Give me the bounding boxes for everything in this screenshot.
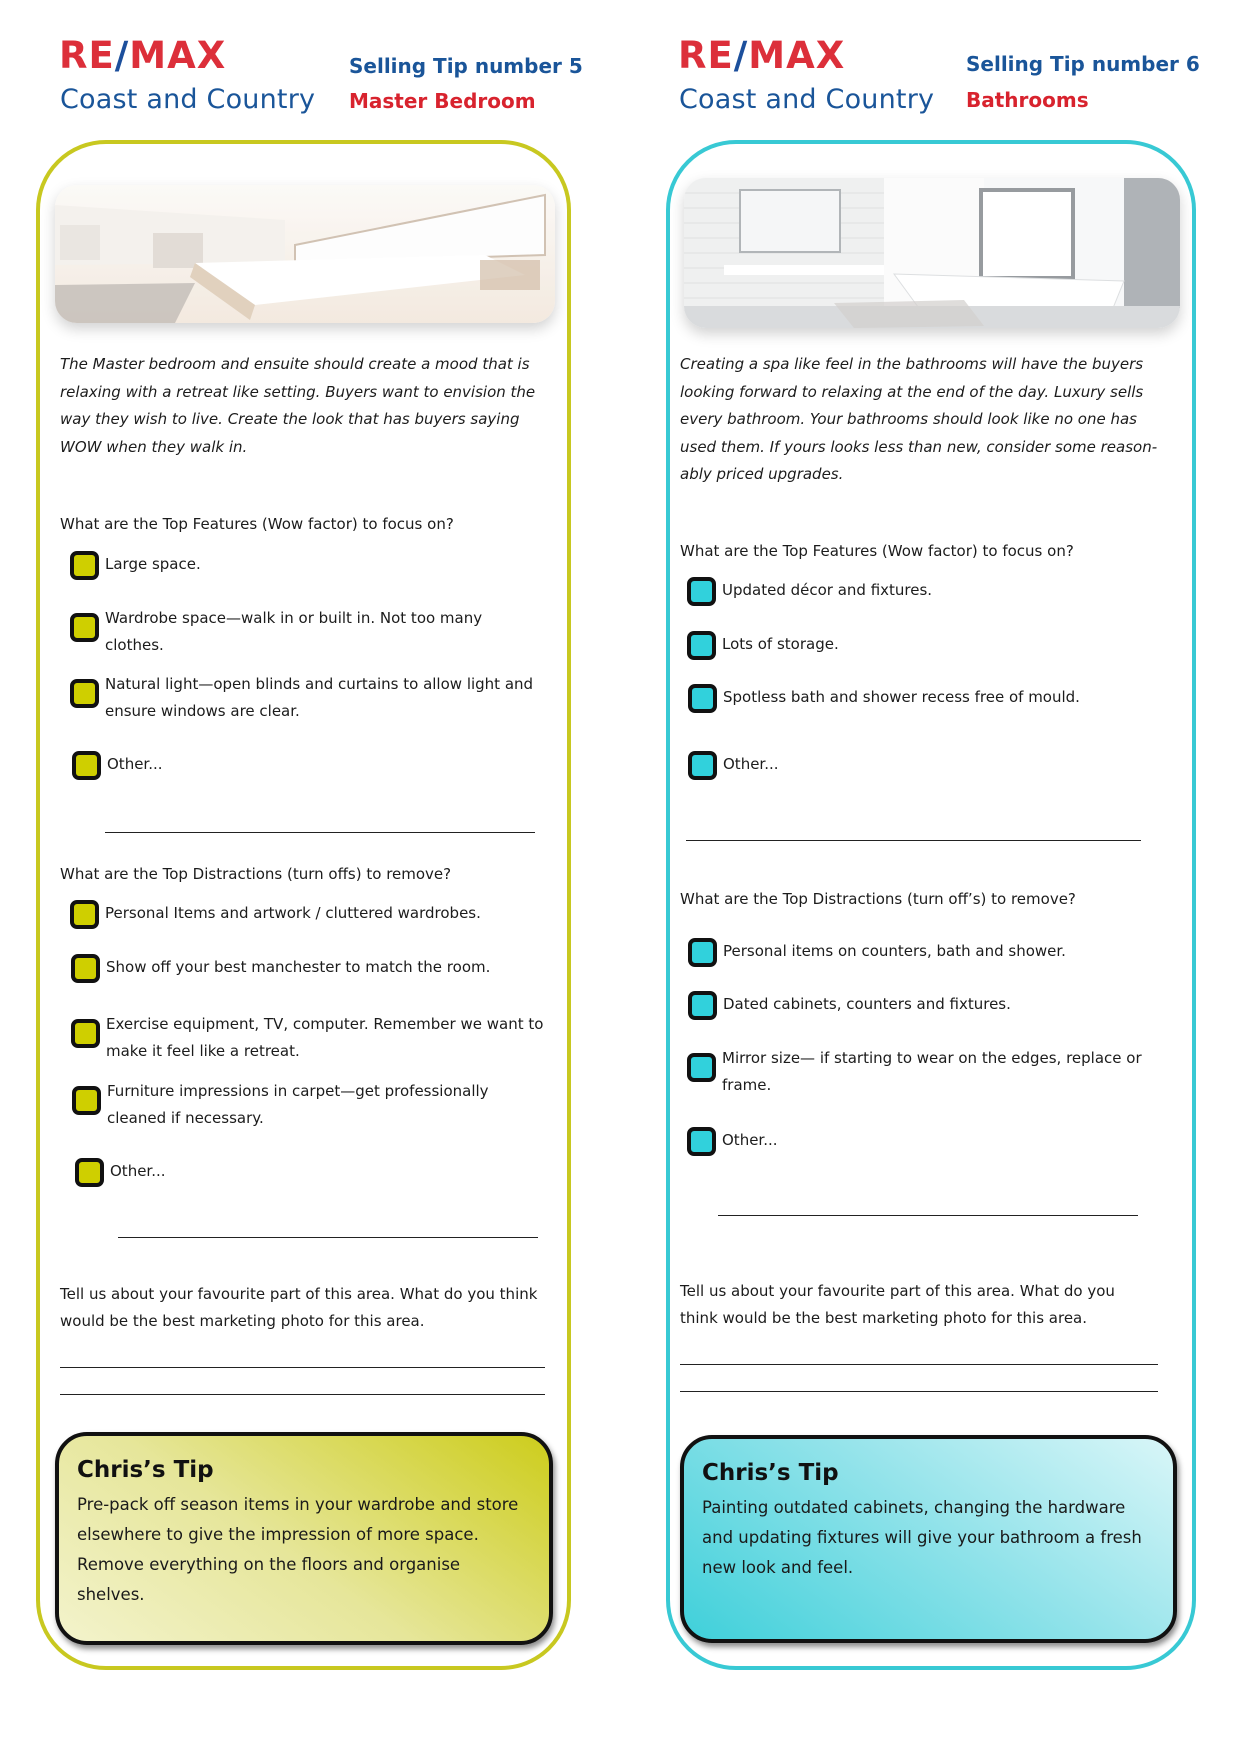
brand-subtitle: Coast and Country xyxy=(60,84,316,115)
distraction-label: Show off your best manchester to match the room. xyxy=(106,958,491,976)
favourite-question: Tell us about your favourite part of this area. What do you think would be the best marketing photo for this area. xyxy=(60,1285,538,1330)
answer-line[interactable] xyxy=(60,1367,545,1368)
tip-title: Chris’s Tip xyxy=(702,1460,839,1486)
tip-title: Chris’s Tip xyxy=(77,1457,214,1483)
checkbox[interactable] xyxy=(688,938,717,967)
distractions-question: What are the Top Distractions (turn offs) to remove? xyxy=(60,865,452,883)
feature-item[interactable] xyxy=(688,684,1168,713)
tip-body: Pre-pack off season items in your wardrobe and store elsewhere to give the impression of more space. Remove everything on the floors and organise shelves. xyxy=(77,1495,519,1604)
brand-subtitle: Coast and Country xyxy=(679,84,935,115)
intro-text: The Master bedroom and ensuite should create a mood that is relaxing with a retreat like setting. Buyers want to envision the way they wish to live. Create the look that has buyers saying WOW when they walk in. xyxy=(60,355,536,456)
remax-logo: RE/MAX xyxy=(678,34,846,77)
feature-item[interactable] xyxy=(70,671,540,725)
answer-line[interactable] xyxy=(680,1391,1158,1392)
checkbox[interactable] xyxy=(70,900,99,929)
distraction-label: Other... xyxy=(722,1131,778,1149)
answer-line[interactable] xyxy=(718,1215,1138,1216)
distraction-label: Dated cabinets, counters and fixtures. xyxy=(723,995,1011,1013)
feature-label: Wardrobe space—walk in or built in. Not too many clothes. xyxy=(105,609,483,654)
distraction-label: Personal Items and artwork / cluttered wardrobes. xyxy=(105,904,481,922)
answer-line[interactable] xyxy=(60,1394,545,1395)
checkbox[interactable] xyxy=(72,751,101,780)
feature-label: Spotless bath and shower recess free of mould. xyxy=(723,688,1080,706)
distraction-label: Furniture impressions in carpet—get professionally cleaned if necessary. xyxy=(107,1082,489,1127)
distraction-item[interactable] xyxy=(71,1011,546,1065)
checkbox[interactable] xyxy=(688,991,717,1020)
distraction-label: Mirror size— if starting to wear on the edges, replace or frame. xyxy=(722,1049,1142,1094)
bathroom-photo xyxy=(684,178,1180,328)
distractions-question: What are the Top Distractions (turn off’s) to remove? xyxy=(680,890,1076,908)
checkbox[interactable] xyxy=(687,631,716,660)
answer-line[interactable] xyxy=(680,1364,1158,1365)
bedroom-photo-icon xyxy=(55,185,555,323)
checkbox[interactable] xyxy=(75,1158,104,1187)
tip-body: Painting outdated cabinets, changing the hardware and updating fixtures will give your bathroom a fresh new look and feel. xyxy=(702,1498,1142,1577)
distraction-item[interactable] xyxy=(688,938,1173,967)
feature-item[interactable] xyxy=(72,751,542,780)
tip-number: Selling Tip number 5 xyxy=(349,54,583,78)
answer-line[interactable] xyxy=(686,840,1141,841)
checkbox[interactable] xyxy=(688,684,717,713)
distraction-item[interactable] xyxy=(687,1045,1172,1099)
feature-label: Large space. xyxy=(105,555,201,573)
bedroom-photo xyxy=(55,185,555,323)
answer-line[interactable] xyxy=(105,832,535,833)
answer-line[interactable] xyxy=(118,1237,538,1238)
tip-number: Selling Tip number 6 xyxy=(966,52,1200,76)
feature-item[interactable] xyxy=(687,631,1167,660)
distraction-item[interactable] xyxy=(71,954,546,983)
distraction-item[interactable] xyxy=(72,1078,547,1132)
checkbox[interactable] xyxy=(688,751,717,780)
feature-item[interactable] xyxy=(70,605,540,659)
feature-item[interactable] xyxy=(688,751,1168,780)
checkbox[interactable] xyxy=(687,1127,716,1156)
feature-item[interactable] xyxy=(687,577,1167,606)
checkbox[interactable] xyxy=(687,577,716,606)
features-question: What are the Top Features (Wow factor) to focus on? xyxy=(680,542,1074,560)
distraction-item[interactable] xyxy=(70,900,545,929)
checkbox[interactable] xyxy=(71,1019,100,1048)
distraction-label: Other... xyxy=(110,1162,166,1180)
distraction-label: Personal items on counters, bath and shower. xyxy=(723,942,1066,960)
bathroom-photo-icon xyxy=(684,178,1180,328)
chris-tip-box xyxy=(55,1432,553,1645)
checkbox[interactable] xyxy=(687,1053,716,1082)
feature-label: Natural light—open blinds and curtains to allow light and ensure windows are clear. xyxy=(105,675,534,720)
favourite-question: Tell us about your favourite part of this area. What do you think would be the best marketing photo for this area. xyxy=(680,1282,1115,1327)
checkbox[interactable] xyxy=(71,954,100,983)
checkbox[interactable] xyxy=(70,679,99,708)
room-title: Master Bedroom xyxy=(349,89,536,113)
distraction-item[interactable] xyxy=(75,1158,550,1187)
remax-logo: RE/MAX xyxy=(59,34,227,77)
feature-label: Lots of storage. xyxy=(722,635,839,653)
feature-label: Other... xyxy=(107,755,163,773)
chris-tip-box xyxy=(680,1435,1177,1643)
features-question: What are the Top Features (Wow factor) to focus on? xyxy=(60,515,454,533)
feature-item[interactable] xyxy=(70,551,540,580)
distraction-item[interactable] xyxy=(687,1127,1172,1156)
intro-text: Creating a spa like feel in the bathrooms will have the buyers looking forward to relaxing at the end of the day. Luxury sells every bathroom. Your bathrooms should look like no one has used them. If yours looks less than new, consider some reason-ably priced upgrades. xyxy=(680,355,1158,483)
distraction-item[interactable] xyxy=(688,991,1173,1020)
room-title: Bathrooms xyxy=(966,88,1089,112)
feature-label: Updated décor and fixtures. xyxy=(722,581,933,599)
checkbox[interactable] xyxy=(72,1086,101,1115)
checkbox[interactable] xyxy=(70,613,99,642)
checkbox[interactable] xyxy=(70,551,99,580)
distraction-label: Exercise equipment, TV, computer. Remember we want to make it feel like a retreat. xyxy=(106,1015,544,1060)
feature-label: Other... xyxy=(723,755,779,773)
